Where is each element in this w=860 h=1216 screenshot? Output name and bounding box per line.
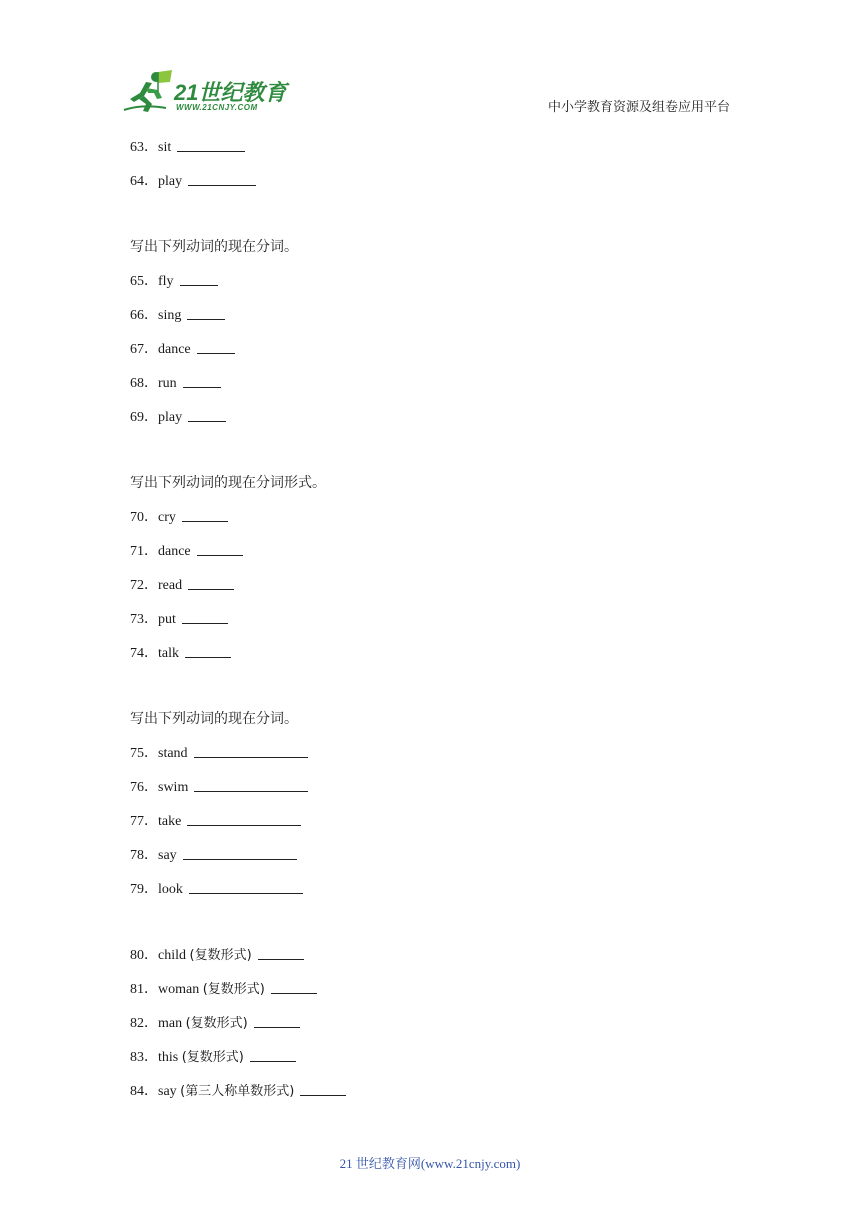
- question-number: 74．: [130, 646, 158, 661]
- question-number: 70．: [130, 510, 158, 525]
- question-word: play: [158, 410, 183, 425]
- question-item: [130, 339, 730, 373]
- question-word: sit: [158, 140, 172, 155]
- question-note: (复数形式): [202, 982, 265, 997]
- question-number: 67．: [130, 342, 158, 357]
- answer-blank[interactable]: [271, 979, 317, 994]
- question-word: say: [158, 1084, 177, 1099]
- question-item: [130, 373, 730, 407]
- answer-blank[interactable]: [258, 945, 304, 960]
- site-logo[interactable]: [122, 68, 292, 114]
- logo-url: WWW.21CNJY.COM: [176, 103, 258, 112]
- question-word: dance: [158, 544, 191, 559]
- question-word: fly: [158, 274, 174, 289]
- answer-blank[interactable]: [187, 305, 225, 320]
- answer-blank[interactable]: [188, 171, 256, 186]
- question-number: 80．: [130, 948, 158, 963]
- question-word: child: [158, 948, 186, 963]
- section-instruction: 写出下列动词的现在分词。: [130, 239, 298, 255]
- question-word: look: [158, 882, 183, 897]
- question-number: 63．: [130, 140, 158, 155]
- question-word: swim: [158, 780, 189, 795]
- question-word: dance: [158, 342, 191, 357]
- question-number: 72．: [130, 578, 158, 593]
- question-item: [130, 507, 730, 541]
- question-number: 78．: [130, 848, 158, 863]
- question-number: 76．: [130, 780, 158, 795]
- section-instruction: 写出下列动词的现在分词。: [130, 711, 298, 727]
- question-item: [130, 945, 730, 979]
- platform-name: 中小学教育资源及组卷应用平台: [547, 100, 730, 115]
- question-item: [130, 777, 730, 811]
- question-item: [130, 979, 730, 1013]
- question-item: [130, 609, 730, 643]
- question-note: (复数形式): [181, 1050, 244, 1065]
- question-item: [130, 1013, 730, 1047]
- question-word: man: [158, 1016, 183, 1031]
- answer-blank[interactable]: [177, 137, 245, 152]
- question-number: 64．: [130, 174, 158, 189]
- answer-blank[interactable]: [194, 743, 308, 758]
- question-item: [130, 1081, 730, 1115]
- page-footer[interactable]: 21 世纪教育网(www.21cnjy.com): [339, 1156, 521, 1171]
- question-item: [130, 305, 730, 339]
- question-note: (第三人称单数形式): [180, 1084, 295, 1099]
- question-item: [130, 541, 730, 575]
- question-item: [130, 171, 730, 205]
- section-spacer: [130, 441, 730, 473]
- page-header: [0, 0, 860, 125]
- question-number: 73．: [130, 612, 158, 627]
- answer-blank[interactable]: [188, 575, 234, 590]
- answer-blank[interactable]: [185, 643, 231, 658]
- question-number: 83．: [130, 1050, 158, 1065]
- question-word: take: [158, 814, 182, 829]
- answer-blank[interactable]: [194, 777, 308, 792]
- question-word: woman: [158, 982, 200, 997]
- question-number: 77．: [130, 814, 158, 829]
- question-word: sing: [158, 308, 182, 323]
- question-item: [130, 407, 730, 441]
- question-word: play: [158, 174, 183, 189]
- question-note: (复数形式): [189, 948, 252, 963]
- question-word: this: [158, 1050, 179, 1065]
- question-number: 82．: [130, 1016, 158, 1031]
- question-word: put: [158, 612, 176, 627]
- question-item: [130, 845, 730, 879]
- question-item: [130, 575, 730, 609]
- answer-blank[interactable]: [187, 811, 301, 826]
- question-number: 65．: [130, 274, 158, 289]
- question-number: 66．: [130, 308, 158, 323]
- answer-blank[interactable]: [182, 507, 228, 522]
- question-number: 71．: [130, 544, 158, 559]
- logo-title: 21世纪教育: [174, 80, 287, 105]
- section-spacer: [130, 913, 730, 945]
- question-item: [130, 743, 730, 777]
- question-list: [130, 137, 730, 1115]
- answer-blank[interactable]: [188, 407, 226, 422]
- question-number: 84．: [130, 1084, 158, 1099]
- answer-blank[interactable]: [183, 845, 297, 860]
- question-item: [130, 811, 730, 845]
- question-item: [130, 879, 730, 913]
- section-spacer: [130, 205, 730, 237]
- answer-blank[interactable]: [182, 609, 228, 624]
- answer-blank[interactable]: [250, 1047, 296, 1062]
- answer-blank[interactable]: [254, 1013, 300, 1028]
- question-number: 81．: [130, 982, 158, 997]
- question-number: 68．: [130, 376, 158, 391]
- question-number: 79．: [130, 882, 158, 897]
- question-item: [130, 271, 730, 305]
- question-word: stand: [158, 746, 188, 761]
- answer-blank[interactable]: [183, 373, 221, 388]
- section-instruction: 写出下列动词的现在分词形式。: [130, 475, 326, 491]
- question-note: (复数形式): [185, 1016, 248, 1031]
- question-item: [130, 137, 730, 171]
- question-word: talk: [158, 646, 179, 661]
- question-item: [130, 1047, 730, 1081]
- section-spacer: [130, 677, 730, 709]
- answer-blank[interactable]: [197, 339, 235, 354]
- runner-icon: [122, 68, 178, 114]
- question-word: run: [158, 376, 177, 391]
- question-item: [130, 643, 730, 677]
- question-word: say: [158, 848, 177, 863]
- question-word: read: [158, 578, 183, 593]
- answer-blank[interactable]: [300, 1081, 346, 1096]
- question-word: cry: [158, 510, 176, 525]
- answer-blank[interactable]: [189, 879, 303, 894]
- question-number: 75．: [130, 746, 158, 761]
- question-number: 69．: [130, 410, 158, 425]
- answer-blank[interactable]: [180, 271, 218, 286]
- answer-blank[interactable]: [197, 541, 243, 556]
